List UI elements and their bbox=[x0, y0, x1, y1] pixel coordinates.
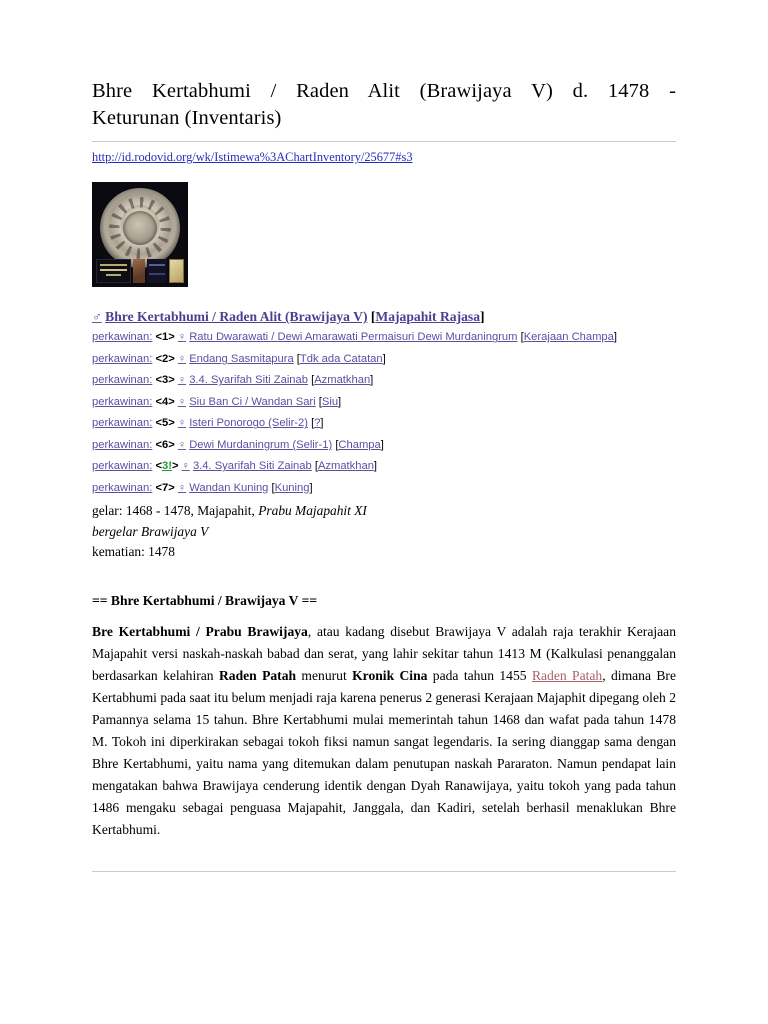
origin-bracket-open: [ bbox=[271, 481, 275, 494]
marriage-row bbox=[92, 392, 676, 414]
female-symbol-icon: ♀ bbox=[177, 352, 187, 365]
surya-majapahit-image[interactable] bbox=[92, 182, 188, 287]
origin-link[interactable]: Azmatkhan bbox=[317, 460, 374, 473]
figurine-inset bbox=[133, 259, 145, 283]
raden-patah-link[interactable]: Raden Patah bbox=[531, 667, 603, 683]
gelar-text: gelar: 1468 - 1478, Majapahit, bbox=[92, 503, 259, 519]
origin-link[interactable]: ? bbox=[314, 417, 321, 430]
bottom-divider bbox=[92, 871, 676, 872]
female-symbol-icon: ♀ bbox=[181, 460, 190, 473]
origin-link[interactable]: Azmatkhan bbox=[314, 374, 371, 387]
section-heading: == Bhre Kertabhumi / Brawijaya V == bbox=[92, 592, 318, 608]
gelar-line bbox=[92, 501, 676, 521]
plaque-inset bbox=[147, 259, 167, 283]
marriage-index: <3!> bbox=[155, 460, 179, 473]
marriage-index: <5> bbox=[155, 417, 175, 430]
spouse-link[interactable]: Ratu Dwarawati / Dewi Amarawati Permaisuri Dewi Murdaningrum bbox=[189, 331, 518, 344]
family-name-link[interactable]: Majapahit Rajasa bbox=[375, 309, 481, 325]
male-symbol-icon: ♂ bbox=[92, 309, 102, 325]
spouse-link[interactable]: Dewi Murdaningrum (Selir-1) bbox=[189, 438, 333, 451]
genealogy-block bbox=[92, 307, 676, 563]
marriage-row bbox=[92, 478, 676, 500]
origin-bracket-open: [ bbox=[318, 395, 322, 408]
marriage-row bbox=[92, 327, 676, 349]
marriage-row bbox=[92, 349, 676, 371]
bracket-open: [ bbox=[370, 309, 376, 325]
female-symbol-icon: ♀ bbox=[177, 374, 187, 387]
stone-medallion-graphic bbox=[100, 188, 180, 268]
female-symbol-icon: ♀ bbox=[177, 481, 187, 494]
spouse-link[interactable]: 3.4. Syarifah Siti Zainab bbox=[189, 374, 308, 387]
female-symbol-icon: ♀ bbox=[177, 395, 187, 408]
origin-bracket-close: ] bbox=[373, 460, 378, 473]
page-title bbox=[92, 0, 676, 132]
thumbnail-figure bbox=[92, 182, 676, 287]
spouse-link[interactable]: Siu Ban Ci / Wandan Sari bbox=[189, 395, 316, 408]
article-bold-raden-patah: Raden Patah bbox=[218, 667, 297, 683]
marriage-label-link[interactable]: perkawinan: bbox=[92, 352, 153, 365]
article-part-4: , dimana Bre Kertabhumi pada saat itu belum menjadi raja karena penerus 2 generasi Kerajaan Majaphit dipegang oleh 2 Pamannya selama 15 tahun. Bhre Kertabhumi mulai memerintah tahun 1468 dan wafat pada tahun 1478 M. Tokoh ini diperkirakan sebagai tokoh fiksi namun sangat legendaris. Ia sering dianggap sama dengan Bhre Kertabhumi, yaitu nama yang ditemukan dalam penutupan naskah Pararaton. Namun pendapat lain mengatakan bahwa Brawijaya cenderung identik dengan Dyah Ranawijaya, yaitu tokoh yang pada tahun 1486 mengaku sebagai penguasa Majapahit, Janggala, dan Kadiri, setelah berhasil menaklukan Bhre Kertabhumi. bbox=[92, 667, 676, 837]
origin-bracket-close: ] bbox=[309, 481, 313, 494]
origin-bracket-close: ] bbox=[382, 352, 386, 365]
marriage-label-link[interactable]: perkawinan: bbox=[92, 395, 153, 408]
origin-link[interactable]: Tdk ada Catatan bbox=[299, 352, 383, 365]
marriage-row bbox=[92, 413, 676, 435]
marriage-label-link[interactable]: perkawinan: bbox=[92, 481, 153, 494]
gold-inset bbox=[169, 259, 184, 283]
female-symbol-icon: ♀ bbox=[177, 417, 187, 430]
title-divider bbox=[92, 141, 676, 142]
origin-bracket-open: [ bbox=[311, 374, 315, 387]
origin-bracket-close: ] bbox=[338, 395, 342, 408]
origin-bracket-close: ] bbox=[370, 374, 374, 387]
marriage-index: <2> bbox=[155, 352, 175, 365]
person-name-link[interactable]: Bhre Kertabhumi / Raden Alit (Brawijaya V) bbox=[105, 309, 368, 325]
bracket-close: ] bbox=[480, 309, 485, 325]
article-part-1: , atau kadang disebut Brawijaya V adalah raja terakhir Kerajaan Majapahit versi naskah-naskah babad dan serat, yang lahir sekitar tahun 1413 M (Kalkulasi penanggalan berdasarkan kelahiran bbox=[92, 623, 677, 683]
gelar-italic: Prabu Majapahit XI bbox=[258, 503, 367, 519]
gelar-line-2: bergelar Brawijaya V bbox=[92, 523, 209, 539]
female-symbol-icon: ♀ bbox=[177, 438, 187, 451]
article-paragraph bbox=[92, 621, 676, 841]
female-symbol-icon: ♀ bbox=[177, 331, 187, 344]
marriage-row bbox=[92, 370, 676, 392]
marriage-index: <1> bbox=[155, 331, 175, 344]
marriage-index: <4> bbox=[155, 395, 175, 408]
marriage-label-link[interactable]: perkawinan: bbox=[92, 460, 153, 473]
article-part-2: menurut bbox=[296, 667, 353, 683]
article-part-3: pada tahun 1455 bbox=[427, 667, 532, 683]
origin-bracket-open: [ bbox=[311, 417, 315, 430]
source-url-link[interactable]: http://id.rodovid.org/wk/Istimewa%3AChartInventory/25677#s3 bbox=[92, 150, 413, 165]
marriage-row-alert bbox=[92, 456, 676, 478]
page-title-line-1: Bhre Kertabhumi / Raden Alit (Brawijaya V) d. 1478 - bbox=[92, 80, 676, 102]
article-lead-bold: Bre Kertabhumi / Prabu Brawijaya bbox=[92, 623, 308, 639]
origin-bracket-open: [ bbox=[335, 438, 339, 451]
origin-link[interactable]: Siu bbox=[321, 395, 339, 408]
origin-link[interactable]: Champa bbox=[338, 438, 381, 451]
image-caption-strip bbox=[96, 259, 184, 283]
page-title-line-2: Keturunan (Inventaris) bbox=[92, 107, 282, 130]
death-line: kematian: 1478 bbox=[92, 544, 175, 560]
marriage-label-link[interactable]: perkawinan: bbox=[92, 438, 153, 451]
origin-bracket-close: ] bbox=[380, 438, 384, 451]
origin-bracket-close: ] bbox=[320, 417, 324, 430]
spouse-link[interactable]: Isteri Ponorogo (Selir-2) bbox=[189, 417, 308, 430]
marriage-label-link[interactable]: perkawinan: bbox=[92, 374, 153, 387]
origin-bracket-open: [ bbox=[520, 331, 524, 344]
spouse-link[interactable]: 3.4. Syarifah Siti Zainab bbox=[192, 460, 312, 473]
person-header-row bbox=[92, 307, 676, 327]
origin-bracket-close: ] bbox=[613, 331, 617, 344]
marriage-row bbox=[92, 435, 676, 457]
origin-bracket-open: [ bbox=[296, 352, 300, 365]
marriage-label-link[interactable]: perkawinan: bbox=[92, 331, 153, 344]
marriage-index: <3> bbox=[155, 374, 175, 387]
spouse-link[interactable]: Endang Sasmitapura bbox=[189, 352, 294, 365]
origin-link[interactable]: Kerajaan Champa bbox=[523, 331, 614, 344]
marriage-index-alert: 3! bbox=[161, 460, 172, 473]
marriage-label-link[interactable]: perkawinan: bbox=[92, 417, 153, 430]
origin-link[interactable]: Kuning bbox=[274, 481, 310, 494]
title-and-death-block bbox=[92, 501, 676, 562]
marriage-index: <7> bbox=[155, 481, 175, 494]
origin-bracket-open: [ bbox=[314, 460, 318, 473]
marriage-index: <6> bbox=[155, 438, 175, 451]
caption-text-block bbox=[96, 259, 131, 283]
article-bold-kronik-cina: Kronik Cina bbox=[352, 667, 428, 683]
spouse-link[interactable]: Wandan Kuning bbox=[189, 481, 269, 494]
